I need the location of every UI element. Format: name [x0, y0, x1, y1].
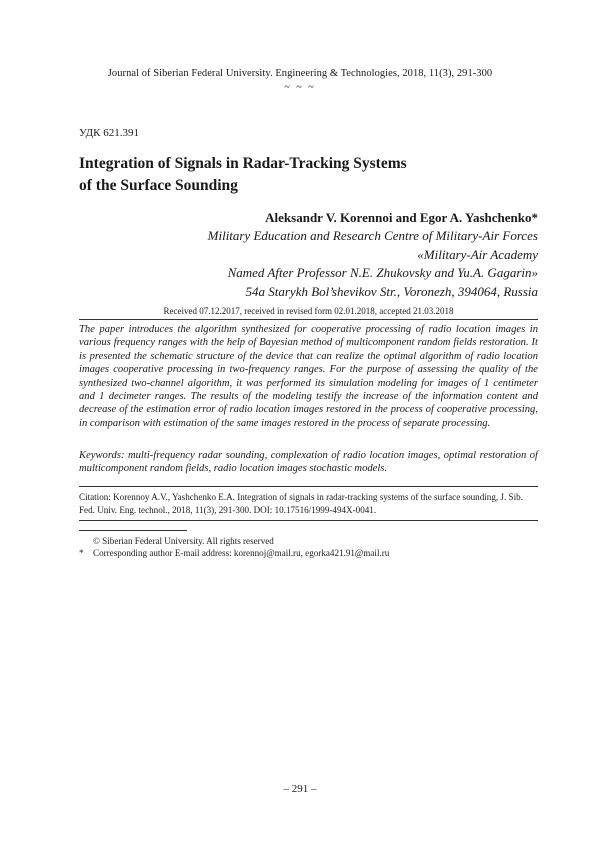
- header-separator: ~ ~ ~: [284, 82, 316, 93]
- footnotes: [79, 535, 538, 559]
- abstract: The paper introduces the algorithm synthesized for cooperative processing of radio location images in various frequency ranges with the help of Bayesian method of multicomponent random fields restoration. It is presented the schematic structure of the device that can realize the optimal algorithm of radio location images cooperative processing in two-frequency ranges. For the purpose of assessing the quality of the synthesized two-channel algorithm, it was performed its simulation modeling for images of 1 centimeter and 1 decimeter ranges. The results of the modeling testify the increase of the information content and decrease of the estimation error of radio location images restored in the process of cooperative processing, in comparison with estimation of the same images restored in the process of separate processing.: [79, 324, 538, 429]
- affiliation: [98, 227, 538, 301]
- footnote-text: Corresponding author E-mail address: korennoj@mail.ru, egorka421.91@mail.ru: [93, 548, 390, 558]
- udk-code: УДК 621.391: [79, 127, 140, 139]
- citation-bottom-rule: [79, 520, 538, 521]
- affiliation-line: Military Education and Research Centre of Military-Air Forces: [207, 228, 538, 243]
- footnote-mark: [79, 535, 93, 547]
- affiliation-line: «Military-Air Academy: [417, 246, 538, 262]
- received-dates: Received 07.12.2017, received in revised form 02.01.2018, accepted 21.03.2018: [163, 306, 454, 316]
- authors: Aleksandr V. Korennoi and Egor A. Yashchenko*: [265, 210, 538, 225]
- keywords: Keywords: multi-frequency radar sounding, complexation of radio location images, optimal restoration of multicomponent random fields, radio location images stochastic models.: [79, 450, 538, 475]
- abstract-top-rule: [79, 319, 538, 320]
- journal-header: Journal of Siberian Federal University. Engineering & Technologies, 2018, 11(3), 291-300: [107, 68, 493, 79]
- affiliation-line: Named After Professor N.E. Zhukovsky and Yu.A. Gagarin»: [227, 265, 538, 280]
- footnote-corresponding-author: [79, 547, 538, 559]
- citation-top-rule: [79, 486, 538, 487]
- paper-title: [79, 153, 519, 197]
- title-line: of the Surface Sounding: [79, 177, 238, 194]
- footnote-rule: [79, 530, 187, 531]
- footnote-mark: *: [79, 548, 84, 558]
- affiliation-line: 54a Starykh Bol’shevikov Str., Voronezh, 394064, Russia: [245, 283, 538, 299]
- page-number: – 291 –: [283, 783, 317, 795]
- title-line: Integration of Signals in Radar-Tracking Systems: [79, 155, 407, 172]
- citation: Citation: Korennoy A.V., Yashchenko E.A. Integration of signals in radar-tracking systems of the surface sounding, J. Sib. Fed. Univ. Eng. technol., 2018, 11(3), 291-300. DOI: 10.17516/1999-494X-0041.: [79, 492, 523, 516]
- footnote-copyright: [79, 535, 538, 547]
- footnote-text: © Siberian Federal University. All rights reserved: [93, 536, 274, 546]
